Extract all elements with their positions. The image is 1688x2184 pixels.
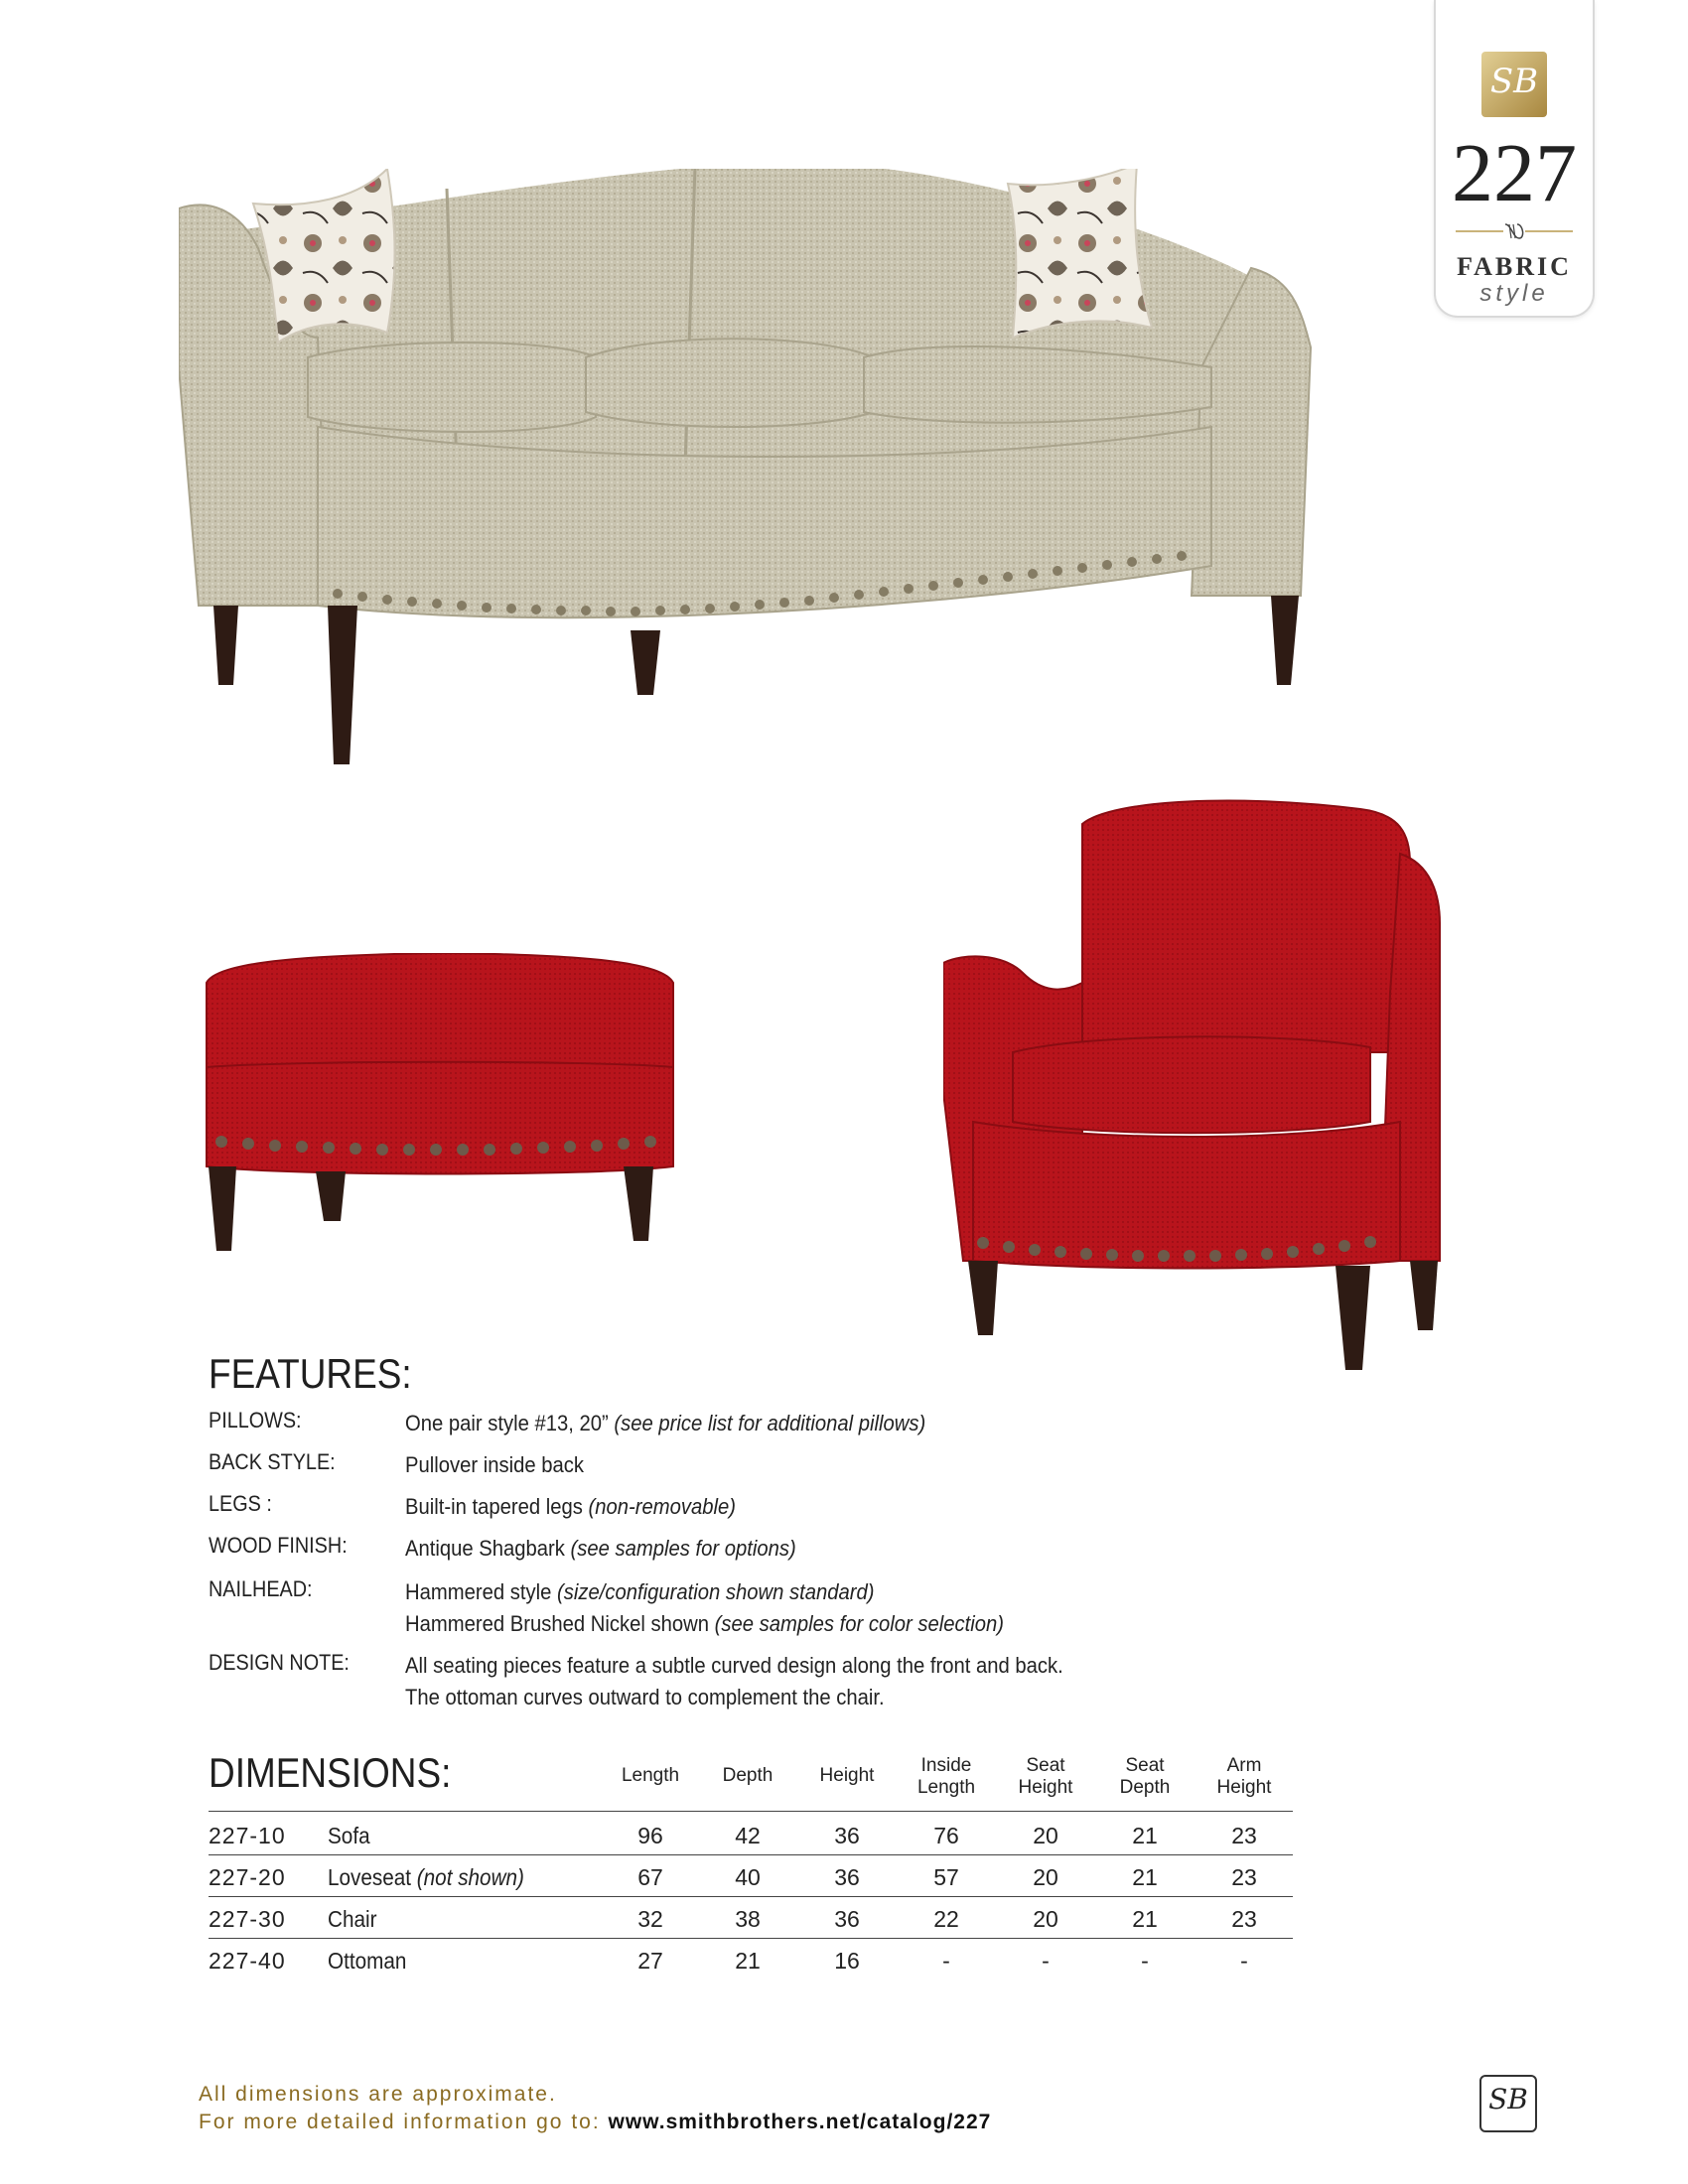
ottoman-image bbox=[197, 953, 693, 1291]
dim-length: 67 bbox=[637, 1864, 663, 1890]
dim-height: 36 bbox=[834, 1864, 860, 1890]
model-code: 227-30 bbox=[209, 1906, 286, 1932]
dim-depth: 42 bbox=[735, 1823, 761, 1848]
table-divider bbox=[209, 1938, 1293, 1939]
feature-value: Antique Shagbark (see samples for options) bbox=[405, 1536, 796, 1561]
dim-height: 16 bbox=[834, 1948, 860, 1974]
dim-inside-length: 76 bbox=[933, 1823, 959, 1848]
model-code: 227-10 bbox=[209, 1823, 286, 1848]
column-header-height: Height bbox=[819, 1765, 875, 1786]
dim-inside-length: 22 bbox=[933, 1906, 959, 1932]
feature-label: NAILHEAD: bbox=[209, 1576, 313, 1601]
dimensions-title: DIMENSIONS: bbox=[209, 1749, 452, 1796]
style-number: 227 bbox=[1452, 127, 1577, 219]
dim-seat-depth: 21 bbox=[1132, 1906, 1158, 1932]
column-header-arm-height: Arm Height bbox=[1216, 1755, 1272, 1798]
dim-seat-depth: 21 bbox=[1132, 1823, 1158, 1848]
dim-depth: 40 bbox=[735, 1864, 761, 1890]
column-header-depth: Depth bbox=[722, 1765, 774, 1786]
column-header-inside-length: Inside Length bbox=[916, 1755, 976, 1798]
sofa-image bbox=[179, 169, 1430, 764]
feature-value: All seating pieces feature a subtle curved design along the front and back. The ottoman curves outward to complement the chair. bbox=[405, 1653, 1063, 1709]
model-name: Loveseat (not shown) bbox=[328, 1864, 524, 1890]
features-title: FEATURES: bbox=[209, 1350, 412, 1397]
dim-length: 32 bbox=[637, 1906, 663, 1932]
feature-value: Built-in tapered legs (non-removable) bbox=[405, 1494, 737, 1519]
dim-inside-length: 57 bbox=[933, 1864, 959, 1890]
feature-label: PILLOWS: bbox=[209, 1408, 302, 1433]
footer-brand-logo bbox=[1479, 2075, 1537, 2132]
table-row bbox=[209, 1940, 1293, 1979]
column-header-seat-depth: Seat Depth bbox=[1119, 1755, 1171, 1798]
dim-seat-height: 20 bbox=[1033, 1906, 1058, 1932]
dim-length: 96 bbox=[637, 1823, 663, 1848]
feature-label: WOOD FINISH: bbox=[209, 1533, 348, 1558]
table-divider bbox=[209, 1896, 1293, 1897]
model-name: Ottoman bbox=[328, 1948, 407, 1974]
model-code: 227-40 bbox=[209, 1948, 286, 1974]
feature-value: One pair style #13, 20” (see price list for additional pillows) bbox=[405, 1411, 926, 1435]
catalog-link[interactable]: www.smithbrothers.net/catalog/227 bbox=[608, 2111, 992, 2133]
chair-image bbox=[943, 794, 1539, 1370]
dim-arm-height: - bbox=[1240, 1948, 1248, 1974]
column-header-seat-height: Seat Height bbox=[1018, 1755, 1073, 1798]
dim-seat-height: 20 bbox=[1033, 1823, 1058, 1848]
dim-depth: 21 bbox=[735, 1948, 761, 1974]
dim-seat-height: - bbox=[1042, 1948, 1050, 1974]
feature-value: Pullover inside back bbox=[405, 1452, 585, 1477]
column-header-length: Length bbox=[621, 1765, 680, 1786]
brand-monogram-logo bbox=[1481, 52, 1547, 117]
model-name: Sofa bbox=[328, 1823, 370, 1848]
table-row bbox=[209, 1898, 1293, 1938]
flourish-ornament bbox=[1454, 220, 1575, 242]
table-row bbox=[209, 1856, 1293, 1896]
model-name: Chair bbox=[328, 1906, 377, 1932]
footer-disclaimer: All dimensions are approximate. bbox=[199, 2083, 557, 2106]
footer-logo-text: SB bbox=[1488, 2083, 1528, 2116]
feature-label: DESIGN NOTE: bbox=[209, 1650, 350, 1675]
dim-arm-height: 23 bbox=[1231, 1906, 1257, 1932]
dim-inside-length: - bbox=[942, 1948, 950, 1974]
table-row bbox=[209, 1815, 1293, 1854]
dim-height: 36 bbox=[834, 1823, 860, 1848]
dim-seat-depth: - bbox=[1141, 1948, 1149, 1974]
feature-label: LEGS : bbox=[209, 1491, 272, 1516]
table-divider bbox=[209, 1854, 1293, 1855]
model-code: 227-20 bbox=[209, 1864, 286, 1890]
dim-length: 27 bbox=[637, 1948, 663, 1974]
table-divider bbox=[209, 1811, 1293, 1812]
feature-label: BACK STYLE: bbox=[209, 1449, 336, 1474]
feature-value: Hammered style (size/configuration shown standard) Hammered Brushed Nickel shown (see samples for color selection) bbox=[405, 1579, 1004, 1636]
dim-arm-height: 23 bbox=[1231, 1864, 1257, 1890]
monogram-text: SB bbox=[1489, 62, 1539, 101]
fabric-label: FABRIC bbox=[1457, 252, 1572, 281]
style-label: style bbox=[1479, 280, 1549, 307]
dim-height: 36 bbox=[834, 1906, 860, 1932]
dim-seat-depth: 21 bbox=[1132, 1864, 1158, 1890]
style-badge bbox=[1434, 0, 1595, 318]
dim-seat-height: 20 bbox=[1033, 1864, 1058, 1890]
footer-info: For more detailed information go to: www.smithbrothers.net/catalog/227 bbox=[199, 2111, 992, 2133]
dim-depth: 38 bbox=[735, 1906, 761, 1932]
dim-arm-height: 23 bbox=[1231, 1823, 1257, 1848]
